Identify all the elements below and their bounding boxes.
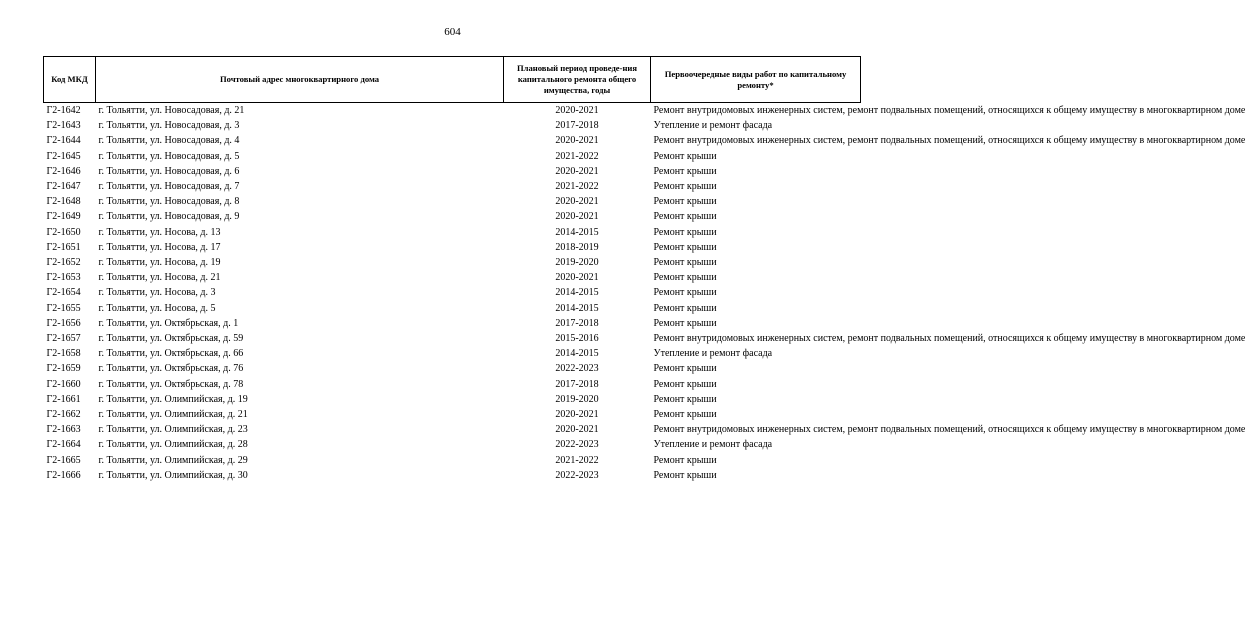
cell-period: 2020-2021 (555, 196, 599, 208)
cell-works: Ремонт крыши (653, 454, 717, 466)
cell-address: г. Тольятти, ул. Носова, д. 17 (98, 241, 221, 253)
cell-works: Ремонт крыши (653, 469, 717, 481)
cell-code: Г2-1658 (46, 348, 81, 360)
cell-works: Ремонт внутридомовых инженерных систем, ремонт подвальных помещений, относящихся к общему имуществу в многоквартирном доме (653, 424, 1245, 436)
table-row (44, 301, 861, 316)
cell-address: г. Тольятти, ул. Новосадовая, д. 3 (98, 120, 240, 132)
table-row (44, 118, 861, 133)
cell-works: Ремонт крыши (653, 257, 717, 269)
cell-code: Г2-1664 (46, 439, 81, 451)
cell-works: Ремонт крыши (653, 317, 717, 329)
cell-code: Г2-1657 (46, 333, 81, 345)
cell-code: Г2-1647 (46, 181, 81, 193)
table-row (44, 285, 861, 300)
cell-address: г. Тольятти, ул. Носова, д. 13 (98, 226, 221, 238)
cell-works: Утепление и ремонт фасада (653, 120, 773, 132)
cell-period: 2020-2021 (555, 165, 599, 177)
cell-period: 2021-2022 (555, 454, 599, 466)
cell-code: Г2-1660 (46, 378, 81, 390)
cell-code: Г2-1654 (46, 287, 81, 299)
cell-address: г. Тольятти, ул. Новосадовая, д. 4 (98, 135, 240, 147)
table-row (44, 270, 861, 285)
cell-address: г. Тольятти, ул. Октябрьская, д. 66 (98, 348, 244, 360)
table-header (44, 57, 861, 103)
cell-code: Г2-1656 (46, 317, 81, 329)
cell-address: г. Тольятти, ул. Носова, д. 5 (98, 302, 216, 314)
cell-address: г. Тольятти, ул. Олимпийская, д. 21 (98, 409, 248, 421)
cell-address: г. Тольятти, ул. Олимпийская, д. 30 (98, 469, 248, 481)
cell-period: 2020-2021 (555, 211, 599, 223)
table-row (44, 361, 861, 376)
table-row (44, 392, 861, 407)
cell-code: Г2-1652 (46, 257, 81, 269)
table-row (44, 225, 861, 240)
table-row (44, 164, 861, 179)
cell-works: Ремонт крыши (653, 378, 717, 390)
cell-address: г. Тольятти, ул. Октябрьская, д. 78 (98, 378, 244, 390)
cell-period: 2014-2015 (555, 226, 599, 238)
cell-code: Г2-1643 (46, 120, 81, 132)
cell-code: Г2-1663 (46, 424, 81, 436)
housing-register-table (43, 56, 1245, 483)
cell-period: 2022-2023 (555, 439, 599, 451)
cell-code: Г2-1644 (46, 135, 81, 147)
cell-period: 2020-2021 (555, 135, 599, 147)
cell-address: г. Тольятти, ул. Новосадовая, д. 5 (98, 150, 240, 162)
table-row (44, 453, 861, 468)
cell-address: г. Тольятти, ул. Носова, д. 21 (98, 272, 221, 284)
table-body (44, 103, 1245, 484)
header-period: Плановый период проведе-ния капитального ремонта общего имущества, годы (504, 57, 651, 103)
cell-code: Г2-1661 (46, 393, 81, 405)
cell-code: Г2-1646 (46, 165, 81, 177)
cell-address: г. Тольятти, ул. Носова, д. 19 (98, 257, 221, 269)
cell-period: 2015-2016 (555, 333, 599, 345)
page-number: 604 (444, 26, 461, 38)
cell-address: г. Тольятти, ул. Новосадовая, д. 9 (98, 211, 240, 223)
cell-works: Ремонт крыши (653, 363, 717, 375)
cell-period: 2020-2021 (555, 105, 599, 116)
cell-period: 2019-2020 (555, 393, 599, 405)
table-row (44, 240, 861, 255)
table-row (44, 331, 861, 346)
cell-period: 2017-2018 (555, 317, 599, 329)
cell-works: Ремонт крыши (653, 150, 717, 162)
cell-address: г. Тольятти, ул. Новосадовая, д. 6 (98, 165, 240, 177)
cell-period: 2022-2023 (555, 363, 599, 375)
cell-code: Г2-1659 (46, 363, 81, 375)
table-row (44, 209, 861, 224)
table-row (44, 377, 861, 392)
cell-address: г. Тольятти, ул. Новосадовая, д. 8 (98, 196, 240, 208)
cell-code: Г2-1662 (46, 409, 81, 421)
cell-works: Ремонт крыши (653, 181, 717, 193)
cell-works: Ремонт крыши (653, 211, 717, 223)
header-code: Код МКД (44, 57, 96, 103)
cell-works: Ремонт крыши (653, 165, 717, 177)
cell-period: 2014-2015 (555, 302, 599, 314)
cell-code: Г2-1645 (46, 150, 81, 162)
cell-address: г. Тольятти, ул. Носова, д. 3 (98, 287, 216, 299)
cell-works: Ремонт крыши (653, 272, 717, 284)
cell-period: 2021-2022 (555, 150, 599, 162)
cell-works: Ремонт крыши (653, 241, 717, 253)
cell-code: Г2-1650 (46, 226, 81, 238)
cell-code: Г2-1665 (46, 454, 81, 466)
cell-address: г. Тольятти, ул. Новосадовая, д. 7 (98, 181, 240, 193)
cell-address: г. Тольятти, ул. Олимпийская, д. 19 (98, 393, 248, 405)
cell-period: 2022-2023 (555, 469, 599, 481)
cell-address: г. Тольятти, ул. Олимпийская, д. 23 (98, 424, 248, 436)
cell-address: г. Тольятти, ул. Октябрьская, д. 1 (98, 317, 239, 329)
cell-address: г. Тольятти, ул. Олимпийская, д. 28 (98, 439, 248, 451)
cell-code: Г2-1666 (46, 469, 81, 481)
cell-code: Г2-1651 (46, 241, 81, 253)
table-row (44, 437, 861, 452)
table-row (44, 149, 861, 164)
table-row (44, 179, 861, 194)
table-row (44, 103, 861, 119)
table-row (44, 407, 861, 422)
cell-period: 2020-2021 (555, 409, 599, 421)
cell-code: Г2-1648 (46, 196, 81, 208)
cell-works: Ремонт крыши (653, 409, 717, 421)
cell-works: Ремонт внутридомовых инженерных систем, ремонт подвальных помещений, относящихся к общему имуществу в многоквартирном доме (653, 135, 1245, 147)
cell-works: Утепление и ремонт фасада (653, 439, 773, 451)
cell-works: Ремонт крыши (653, 226, 717, 238)
header-address: Почтовый адрес многоквартирного дома (96, 57, 504, 103)
cell-code: Г2-1642 (46, 105, 81, 116)
table-row (44, 346, 861, 361)
cell-code: Г2-1655 (46, 302, 81, 314)
cell-works: Ремонт внутридомовых инженерных систем, ремонт подвальных помещений, относящихся к общему имуществу в многоквартирном доме (653, 333, 1245, 345)
cell-address: г. Тольятти, ул. Октябрьская, д. 59 (98, 333, 244, 345)
cell-code: Г2-1649 (46, 211, 81, 223)
cell-works: Ремонт крыши (653, 196, 717, 208)
cell-period: 2020-2021 (555, 272, 599, 284)
cell-works: Утепление и ремонт фасада (653, 348, 773, 360)
cell-works: Ремонт крыши (653, 393, 717, 405)
cell-works: Ремонт внутридомовых инженерных систем, ремонт подвальных помещений, относящихся к общему имуществу в многоквартирном доме (653, 105, 1245, 116)
cell-address: г. Тольятти, ул. Олимпийская, д. 29 (98, 454, 248, 466)
table-row (44, 255, 861, 270)
cell-period: 2014-2015 (555, 348, 599, 360)
table-row (44, 133, 861, 148)
cell-works: Ремонт крыши (653, 287, 717, 299)
cell-period: 2020-2021 (555, 424, 599, 436)
cell-period: 2017-2018 (555, 378, 599, 390)
cell-works: Ремонт крыши (653, 302, 717, 314)
cell-period: 2017-2018 (555, 120, 599, 132)
header-row (44, 57, 861, 103)
cell-period: 2018-2019 (555, 241, 599, 253)
table-row (44, 316, 861, 331)
table-row (44, 194, 861, 209)
cell-period: 2021-2022 (555, 181, 599, 193)
cell-code: Г2-1653 (46, 272, 81, 284)
cell-address: г. Тольятти, ул. Новосадовая, д. 21 (98, 105, 245, 116)
cell-period: 2019-2020 (555, 257, 599, 269)
table-row (44, 422, 861, 437)
cell-period: 2014-2015 (555, 287, 599, 299)
header-works: Первоочередные виды работ по капитальному ремонту* (651, 57, 861, 103)
table-row (44, 468, 861, 483)
cell-address: г. Тольятти, ул. Октябрьская, д. 76 (98, 363, 244, 375)
